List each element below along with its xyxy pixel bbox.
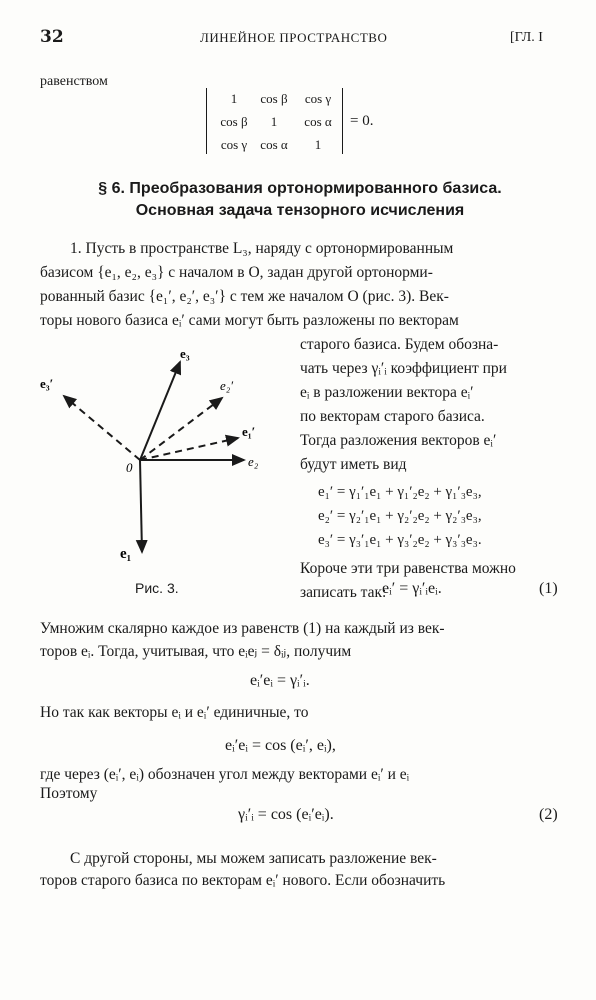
- expansion-equation: e₃′ = γ₃′₁e₁ + γ₃′₂e₂ + γ₃′₃e₃.: [318, 532, 482, 548]
- det-cell: 1: [270, 114, 278, 129]
- equation-1: eᵢ′ = γᵢ′ᵢeᵢ.: [382, 580, 442, 597]
- label-e1-prime: e₁′: [242, 424, 256, 439]
- side-text-line: по векторам старого базиса.: [300, 408, 485, 425]
- det-cell: cos β: [220, 114, 248, 129]
- det-cell: cos α: [304, 114, 332, 129]
- dot-equation: eᵢ′eᵢ = γᵢ′ᵢ.: [250, 672, 310, 689]
- e3-prime-vector: [64, 396, 140, 460]
- running-title: ЛИНЕЙНОЕ ПРОСТРАНСТВО: [200, 30, 388, 45]
- det-cell: cos α: [260, 137, 288, 152]
- cos-equation: eᵢ′eᵢ = cos (eᵢ′, eᵢ),: [225, 737, 336, 754]
- det-cell: 1: [230, 91, 238, 106]
- multiply-line: Умножим скалярно каждое из равенств (1) на каждый из век-: [40, 620, 445, 637]
- multiply-line: торов eᵢ. Тогда, учитывая, что eᵢeⱼ = δᵢⱼ, получим: [40, 643, 352, 660]
- label-e1: e₁: [120, 546, 132, 562]
- expansion-equation: e₂′ = γ₂′₁e₁ + γ₂′₂e₂ + γ₂′₃e₃,: [318, 508, 482, 524]
- label-origin: 0: [126, 460, 133, 475]
- side-text-line: будут иметь вид: [300, 456, 407, 473]
- side-text-line: старого базиса. Будем обозна-: [300, 336, 499, 353]
- equation-1-number: (1): [539, 580, 558, 597]
- shorter-text-line: Короче эти три равенства можно: [300, 560, 516, 577]
- determinant-left-bar: [206, 88, 207, 154]
- det-cell: 1: [314, 137, 322, 152]
- figure-caption: Рис. 3.: [135, 580, 179, 596]
- paragraph-line: рованный базис {e₁′, e₂′, e₃′} с тем же началом O (рис. 3). Век-: [40, 288, 449, 305]
- label-e2-prime: e₂′: [220, 378, 234, 393]
- expansion-equation: e₁′ = γ₁′₁e₁ + γ₁′₂e₂ + γ₁′₃e₃,: [318, 484, 482, 500]
- side-text-line: Тогда разложения векторов eᵢ′: [300, 432, 497, 449]
- side-text-line: eᵢ в разложении вектора eᵢ′: [300, 384, 474, 401]
- paragraph-line: 1. Пусть в пространстве L₃, наряду с ортонормированным: [70, 240, 454, 257]
- determinant: [200, 86, 400, 158]
- intro-word: равенством: [40, 74, 108, 89]
- det-cell: cos γ: [220, 137, 248, 152]
- page-number: 32: [40, 27, 64, 47]
- vector-diagram: [40, 340, 280, 570]
- final-line: С другой стороны, мы можем записать разложение век-: [70, 850, 437, 867]
- chapter-marker: [ГЛ. I: [510, 30, 543, 45]
- label-e2: e₂: [248, 454, 259, 469]
- unit-vectors-line: Но так как векторы eᵢ и eᵢ′ единичные, то: [40, 704, 309, 721]
- equation-2: γᵢ′ᵢ = cos (eᵢ′eᵢ).: [238, 806, 334, 823]
- where-line: Поэтому: [40, 785, 98, 802]
- paragraph-line: торы нового базиса eᵢ′ сами могут быть разложены по векторам: [40, 312, 459, 329]
- final-line: торов старого базиса по векторам eᵢ′ нового. Если обозначить: [40, 872, 446, 889]
- determinant-rhs: = 0.: [350, 113, 374, 129]
- det-cell: cos β: [260, 91, 288, 106]
- e1-vector: [140, 460, 142, 552]
- where-line: где через (eᵢ′, eᵢ) обозначен угол между векторами eᵢ′ и eᵢ: [40, 766, 410, 783]
- equation-2-number: (2): [539, 806, 558, 823]
- section-title-line2: Основная задача тензорного исчисления: [135, 202, 465, 219]
- section-title-line1: § 6. Преобразования ортонормированного базиса.: [98, 180, 502, 197]
- determinant-right-bar: [342, 88, 343, 154]
- side-text-line: чать через γᵢ′ᵢ коэффициент при: [300, 360, 507, 377]
- paragraph-line: базисом {e₁, e₂, e₃} с началом в O, задан другой ортонорми-: [40, 264, 433, 281]
- det-cell: cos γ: [304, 91, 332, 106]
- label-e3: e₃: [180, 346, 190, 361]
- shorter-text-line: записать так:: [300, 584, 387, 601]
- label-e3-prime: e₃′: [40, 376, 54, 391]
